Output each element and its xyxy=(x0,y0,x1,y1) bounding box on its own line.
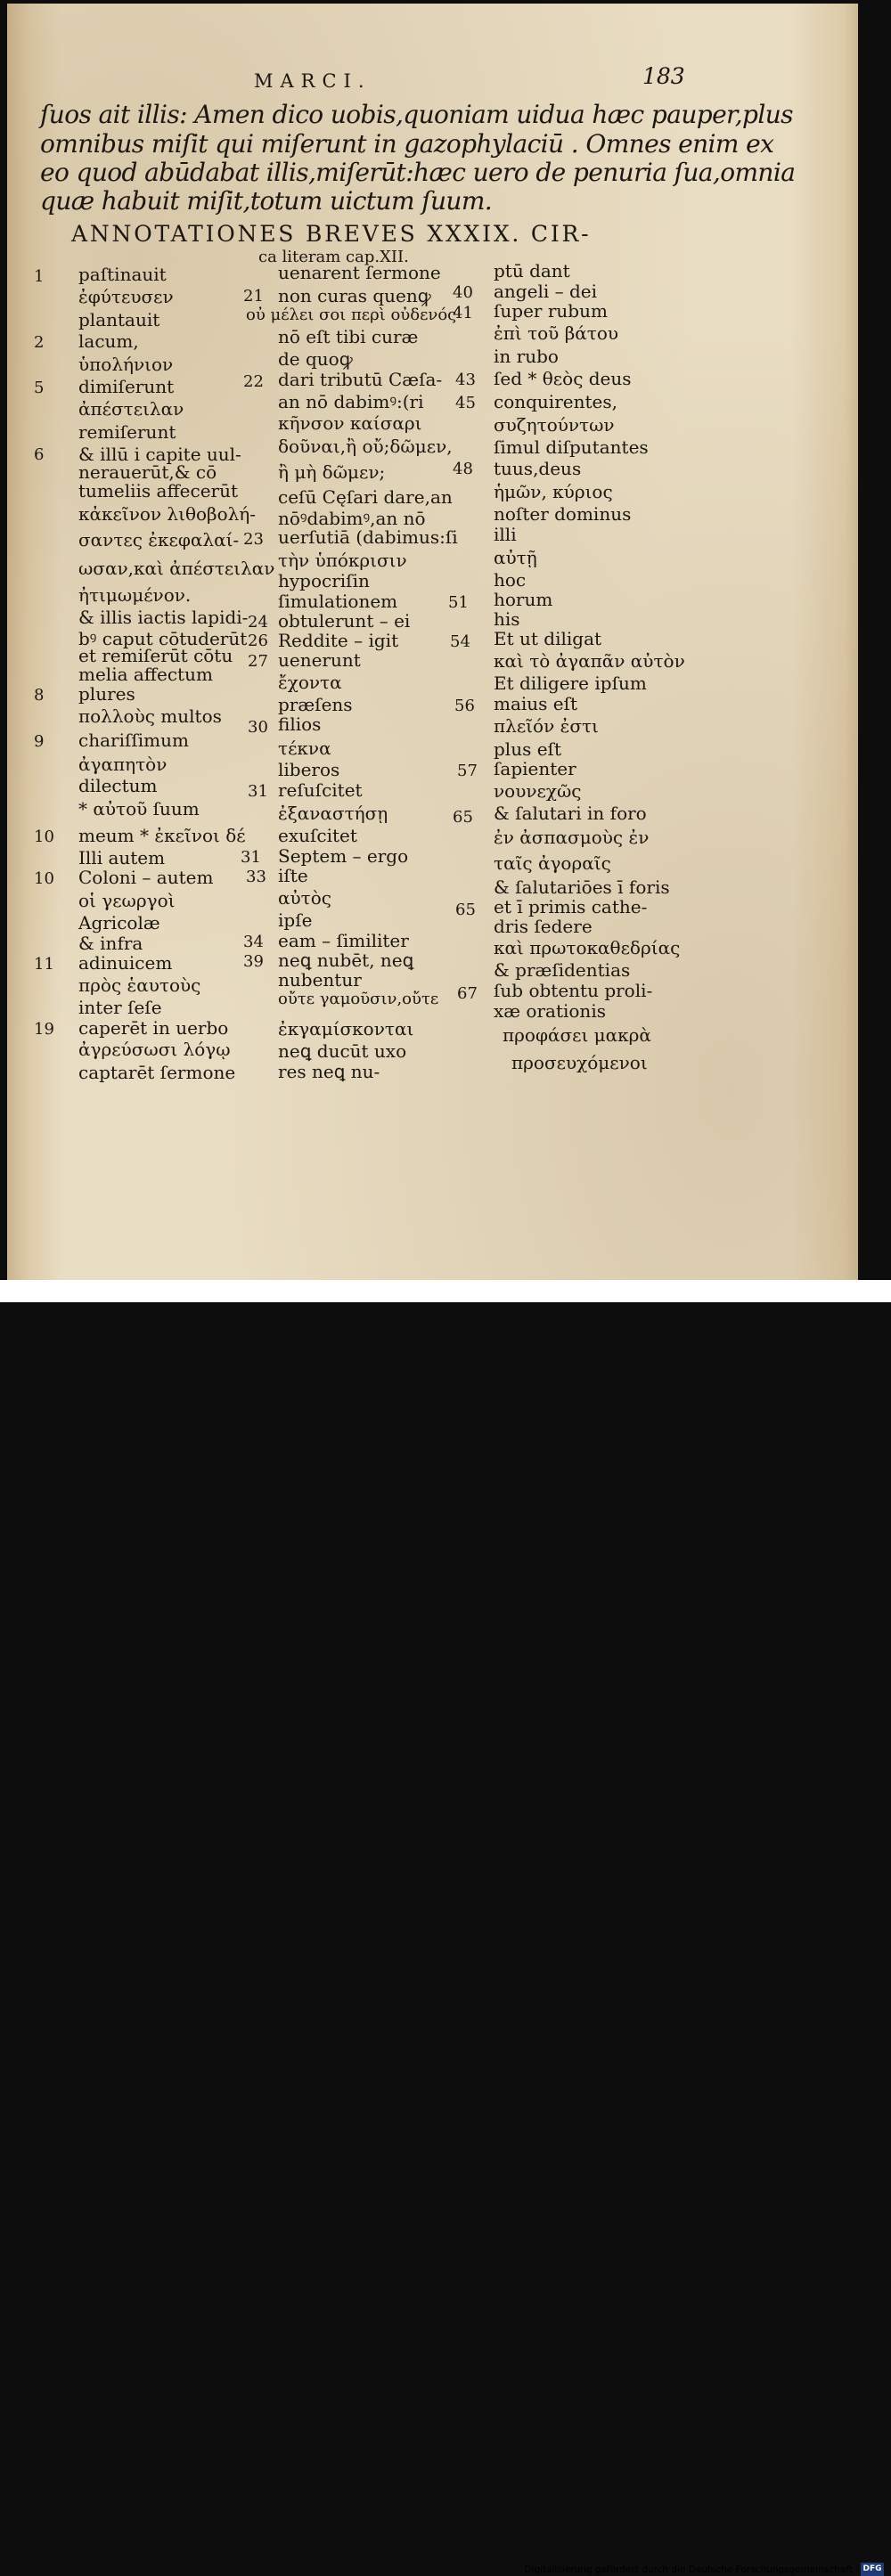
gloss-line: res neꝗ nu- xyxy=(278,1061,380,1082)
gloss-line: ſub obtentu proli- xyxy=(494,980,653,1001)
gloss-line: nerauerūt,& cō xyxy=(78,461,217,483)
verse-number: 23 xyxy=(243,530,264,549)
gloss-line: xæ orationis xyxy=(494,1000,606,1022)
gloss-line: de quoꝙ xyxy=(278,348,353,370)
gloss-line: melia affectum xyxy=(78,664,213,685)
gloss-line: ὑπολήνιον xyxy=(78,354,174,375)
verse-number: 57 xyxy=(457,762,478,780)
gloss-line: plantauit xyxy=(78,309,160,330)
gloss-line: αὐτῇ xyxy=(494,547,537,568)
verse-number: 54 xyxy=(450,632,470,651)
gloss-line: σαντες ἐκεφαλαί- xyxy=(78,529,240,550)
verse-number: 41 xyxy=(453,304,473,322)
gloss-line: οἱ γεωργοὶ xyxy=(78,890,176,911)
gloss-line: προφάσει μακρὰ xyxy=(503,1024,651,1046)
verse-number: 33 xyxy=(246,868,266,886)
gloss-line: hypocriſin xyxy=(278,570,370,591)
gloss-line: reſuſcitet xyxy=(278,779,363,801)
gloss-line: uenarent ſermone xyxy=(278,262,441,283)
gloss-line: ἠτιμωμένον. xyxy=(78,584,192,606)
body-line: ſuos ait illis: Amen dico uobis,quoniam uidua hæc pauper,plus xyxy=(40,100,793,129)
gloss-line: ἡμῶν, κύριος xyxy=(494,481,613,502)
gloss-line: nō eſt tibi curæ xyxy=(278,326,419,347)
annotations-subheading: ca literam cap.XII. xyxy=(258,248,409,266)
verse-number: 24 xyxy=(248,613,268,632)
gloss-line: ceſū Cęſari dare,an xyxy=(278,486,453,508)
verse-number: 45 xyxy=(455,394,476,412)
verse-number: 39 xyxy=(243,952,264,971)
gloss-line: ipſe xyxy=(278,909,313,931)
gloss-line: horum xyxy=(494,589,553,610)
gloss-line: tuus,deus xyxy=(494,458,582,479)
gloss-line: ἐκγαμίσκονται xyxy=(278,1018,414,1039)
gloss-line: nubentur xyxy=(278,969,362,990)
verse-number: 31 xyxy=(248,782,268,801)
gloss-line: an nō dabimꝰ:(ri xyxy=(278,391,424,412)
gloss-line: nōꝰdabimꝰ,an nō xyxy=(278,508,426,529)
verse-number: 65 xyxy=(455,901,476,919)
gloss-line: & ſalutariōes ī foris xyxy=(494,876,670,898)
body-line: omnibus miſit qui miſerunt in gazophylaciū . Omnes enim ex xyxy=(40,129,774,159)
gloss-line: remiſerunt xyxy=(78,421,176,443)
verse-number: 34 xyxy=(243,933,264,951)
gloss-line: meum * ἐκεῖνοι δέ xyxy=(78,825,246,846)
gloss-line: ἐξαναστήσῃ xyxy=(278,803,388,824)
gloss-line: maius eſt xyxy=(494,693,578,714)
gloss-line: exuſcitet xyxy=(278,825,357,846)
gloss-line: ἀπέστειλαν xyxy=(78,398,184,420)
gloss-line: neꝗ ducūt uxo xyxy=(278,1040,407,1062)
verse-number: 21 xyxy=(243,287,264,306)
gloss-line: Et diligere ipſum xyxy=(494,673,647,694)
gloss-line: tumeliis affecerūt xyxy=(78,480,239,501)
gloss-line: Et ut diligat xyxy=(494,628,602,649)
gloss-line: caperēt in uerbo xyxy=(78,1017,229,1039)
gloss-line: conquirentes, xyxy=(494,391,617,412)
body-line: eo quod abūdabat illis,miſerūt:hæc uero de penuria ſua,omnia xyxy=(40,158,796,187)
gloss-line: eam – ſimiliter xyxy=(278,930,409,951)
gloss-line: dari tributū Cæſa- xyxy=(278,369,443,390)
gloss-line: iſte xyxy=(278,865,308,886)
verse-number: 26 xyxy=(248,632,268,650)
verse-number: 1 xyxy=(34,267,45,286)
gloss-line: ἢ μὴ δῶμεν; xyxy=(278,461,386,483)
verse-number: 10 xyxy=(34,827,54,846)
verse-number: 22 xyxy=(243,372,264,391)
verse-number: 9 xyxy=(34,732,45,751)
gloss-line: ἔχοντα xyxy=(278,672,342,693)
funding-credit: Digitalisierung gefördert durch die Deutsche Forschungsgemeinschaft - xyxy=(524,2564,859,2575)
gloss-line: συζητούντων xyxy=(494,414,615,436)
gloss-line: πρὸς ἑαυτοὺς xyxy=(78,974,201,996)
gloss-line: bꝰ caput cōtuderūt xyxy=(78,628,248,649)
gloss-line: κἀκεῖνον λιθοβολή- xyxy=(78,503,257,525)
gloss-line: & præſidentias xyxy=(494,959,631,981)
gloss-line: noſter dominus xyxy=(494,503,632,525)
gloss-line: præſens xyxy=(278,694,353,715)
gloss-line: Septem – ergo xyxy=(278,845,409,867)
verse-number: 8 xyxy=(34,686,45,705)
gloss-line: ptū dant xyxy=(494,260,570,281)
gloss-line: paſtinauit xyxy=(78,264,167,285)
gloss-line: αὐτὸς xyxy=(278,887,331,909)
gloss-line: lacum, xyxy=(78,330,139,352)
verse-number: 31 xyxy=(241,848,261,867)
gloss-line: ἐπὶ τοῦ βάτου xyxy=(494,322,619,344)
gloss-line: πολλοὺς multos xyxy=(78,705,222,727)
gloss-line: uenerunt xyxy=(278,649,361,671)
verse-number: 6 xyxy=(34,445,45,464)
gloss-line: obtulerunt – ei xyxy=(278,610,411,632)
verse-number: 65 xyxy=(453,808,473,827)
dfg-logo: DFG xyxy=(861,2563,884,2576)
verse-number: 10 xyxy=(34,869,54,888)
book-page xyxy=(7,4,858,1280)
verse-number: 27 xyxy=(248,652,268,671)
gloss-line: δοῦναι,ἢ οὔ;δῶμεν, xyxy=(278,436,453,457)
gloss-line: Coloni – autem xyxy=(78,867,214,888)
verse-number: 48 xyxy=(453,460,473,478)
gloss-line: illi xyxy=(494,524,517,545)
gloss-line: ſapienter xyxy=(494,758,576,779)
gloss-line: καὶ τὸ ἀγαπᾶν αὐτὸν xyxy=(494,650,685,672)
gloss-line: Reddite – igit xyxy=(278,630,399,651)
gloss-line: filios xyxy=(278,713,322,735)
gloss-line: dimiſerunt xyxy=(78,376,175,397)
gloss-line: ταῖς ἀγοραῖς xyxy=(494,852,611,874)
gloss-line: ſed * θεὸς deus xyxy=(494,368,632,389)
gloss-line: & illis iactis lapidi- xyxy=(78,607,249,628)
gloss-line: captarēt ſermone xyxy=(78,1062,236,1083)
gloss-line: Illi autem xyxy=(78,847,166,868)
gloss-line: & illū i capite uul- xyxy=(78,444,241,465)
digitization-footer xyxy=(0,1280,891,2575)
verse-number: 67 xyxy=(457,984,478,1003)
gloss-line: ἐφύτευσεν xyxy=(78,286,174,307)
verse-number: 19 xyxy=(34,1020,54,1039)
gloss-line: non curas quenꝙ xyxy=(278,285,431,306)
gloss-line: ἀγαπητὸν xyxy=(78,754,168,775)
gloss-line: νουνεχῶς xyxy=(494,780,582,802)
gloss-line: ωσαν,καὶ ἀπέστειλαν xyxy=(78,558,275,579)
gloss-line: ſuper rubum xyxy=(494,300,608,322)
gloss-line: et ī primis cathe- xyxy=(494,896,648,917)
gloss-line: ſimulationem xyxy=(278,591,398,612)
gloss-line: plures xyxy=(78,683,135,705)
gloss-line: in rubo xyxy=(494,346,559,367)
gloss-line: plus eſt xyxy=(494,738,561,760)
gloss-line: τέκνα xyxy=(278,738,331,759)
gloss-line: ἐν ἀσπασμοὺς ἐν xyxy=(494,827,650,848)
gloss-line: Agricolæ xyxy=(78,912,160,933)
gloss-line: & ſalutari in foro xyxy=(494,803,647,824)
gloss-line: πλεῖόν ἐστι xyxy=(494,715,599,737)
page-number: 183 xyxy=(642,63,685,89)
running-title: MARCI. xyxy=(254,70,372,92)
verse-number: 51 xyxy=(448,593,469,612)
gloss-line: καὶ πρωτοκαθεδρίας xyxy=(494,937,681,958)
gloss-line: κῆνσον καίσαρι xyxy=(278,412,422,434)
gloss-line: liberos xyxy=(278,759,340,780)
gloss-line: angeli – dei xyxy=(494,281,597,302)
gloss-line: chariſſimum xyxy=(78,730,189,751)
gloss-line: προσευχόμενοι xyxy=(511,1052,648,1073)
gloss-line: τὴν ὑπόκρισιν xyxy=(278,550,407,571)
verse-number: 56 xyxy=(454,697,475,715)
gloss-line: dilectum xyxy=(78,775,158,796)
verse-number: 40 xyxy=(453,283,473,302)
gloss-line: uerſutiā (dabimus:ſi xyxy=(278,526,458,548)
body-line: quæ habuit miſit,totum uictum ſuum. xyxy=(40,186,493,216)
gloss-line: & infra xyxy=(78,933,143,954)
gloss-line: οὔτε γαμοῦσιν,οὔτε xyxy=(278,990,439,1008)
gloss-line: hoc xyxy=(494,569,527,591)
verse-number: 2 xyxy=(34,333,45,352)
gloss-line: * αὐτοῦ ſuum xyxy=(78,798,200,819)
verse-number: 11 xyxy=(34,955,54,974)
gloss-line: ſimul diſputantes xyxy=(494,436,649,458)
verse-number: 30 xyxy=(248,718,268,737)
annotations-heading: ANNOTATIONES BREVES XXXIX. CIR- xyxy=(71,221,592,247)
gloss-line: οὐ μέλει σοι περὶ οὐδενός xyxy=(246,306,457,324)
gloss-line: inter ſeſe xyxy=(78,997,162,1018)
gloss-line: dris ſedere xyxy=(494,916,593,937)
gloss-line: neꝗ nubēt, neꝗ xyxy=(278,950,414,971)
verse-number: 43 xyxy=(455,371,476,389)
gloss-line: ἀγρεύσωσι λόγῳ xyxy=(78,1039,231,1060)
gloss-line: adinuicem xyxy=(78,952,173,974)
gloss-line: his xyxy=(494,608,520,630)
verse-number: 5 xyxy=(34,379,45,397)
gloss-line: et remiſerūt cōtu xyxy=(78,645,233,666)
